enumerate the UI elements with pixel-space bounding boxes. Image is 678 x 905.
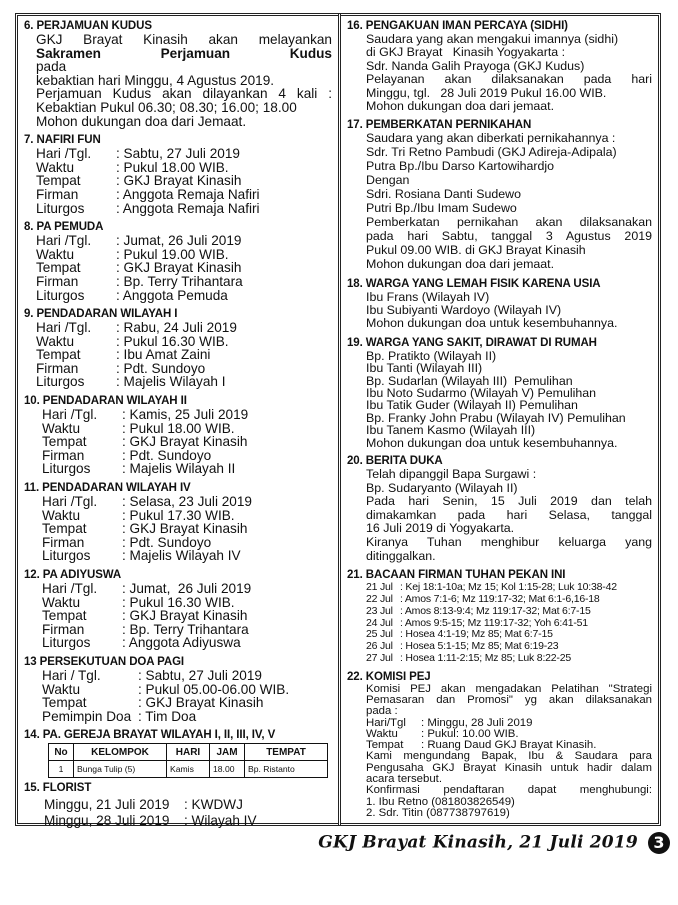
text-line: Mohon dukungan doa untuk kesembuhannya. bbox=[366, 316, 618, 331]
info-row bbox=[42, 435, 332, 449]
text-line: Kebaktian Pukul 06.30; 08.30; 16.00; 18.00 bbox=[36, 99, 297, 115]
reading-date: 23 Jul bbox=[366, 604, 393, 617]
section-title: 7. NAFIRI FUN bbox=[24, 134, 101, 147]
reading-date: 27 Jul bbox=[366, 651, 393, 664]
info-row bbox=[42, 636, 332, 650]
section-title: 13 PERSEKUTUAN DOA PAGI bbox=[24, 655, 185, 668]
text-line: Dengan bbox=[366, 173, 410, 188]
reading-text: : Hosea 1:11-2:15; Mz 85; Luk 8:22-25 bbox=[400, 651, 572, 664]
info-label: Liturgos bbox=[36, 287, 85, 303]
section-title: 22. KOMISI PEJ bbox=[347, 670, 431, 683]
table-header-row bbox=[49, 744, 328, 761]
info-row bbox=[44, 813, 332, 829]
info-label: Hari /Tgl. bbox=[42, 407, 98, 423]
info-label: Hari/Tgl bbox=[366, 716, 406, 729]
info-row bbox=[42, 536, 332, 550]
info-label: Firman bbox=[36, 186, 79, 202]
cell-jam: 18.00 bbox=[210, 761, 245, 778]
info-value: : GKJ Brayat Kinasih bbox=[116, 173, 242, 189]
section-title: 8. PA PEMUDA bbox=[24, 221, 104, 234]
info-row bbox=[42, 422, 332, 436]
section-title: 10. PENDADARAN WILAYAH II bbox=[24, 395, 187, 408]
info-row bbox=[36, 161, 332, 175]
section-title: 18. WARGA YANG LEMAH FISIK KARENA USIA bbox=[347, 277, 601, 290]
reading-text: : Amos 7:1-6; Mz 119:17-32; Mat 6:1-6,16-18 bbox=[400, 592, 600, 605]
text-line: Ibu Noto Sudarmo (Wilayah V) Pemulihan bbox=[366, 385, 597, 400]
section-pendadaran-wilayah-2 bbox=[24, 394, 332, 476]
info-row bbox=[42, 596, 332, 610]
section-pendadaran-wilayah-4 bbox=[24, 481, 332, 563]
text-line: Komisi PEJ akan mengadakan Pelatihan "Strategi bbox=[366, 682, 652, 695]
text-line: kebaktian hari Minggu, 4 Agustus 2019. bbox=[36, 72, 275, 88]
info-label: Tempat bbox=[42, 695, 87, 711]
info-label: Firman bbox=[42, 534, 85, 550]
section-title: 19. WARGA YANG SAKIT, DIRAWAT DI RUMAH bbox=[347, 336, 597, 349]
info-value: : Majelis Wilayah I bbox=[116, 374, 226, 390]
column-header-no: No bbox=[49, 744, 74, 761]
text-line: Perjamuan Kudus akan dilayankan 4 kali : bbox=[36, 86, 332, 102]
info-value: : Wilayah IV bbox=[184, 813, 257, 829]
column-header-jam: JAM bbox=[210, 744, 245, 761]
info-label: Tempat bbox=[42, 608, 87, 624]
text-line: pada : bbox=[366, 705, 398, 718]
info-value: : Majelis Wilayah II bbox=[122, 461, 236, 477]
info-row bbox=[42, 609, 332, 623]
text-line: Saudara yang akan mengakui imannya (sidhi) bbox=[366, 32, 619, 46]
info-value: : Pukul 05.00-06.00 WIB. bbox=[138, 681, 290, 697]
info-row bbox=[42, 696, 332, 710]
cell-tempat: Bp. Ristanto bbox=[245, 761, 328, 778]
text-line: Pemasaran dan Promosi" yg akan dilaksanakan bbox=[366, 694, 652, 706]
info-value: : Anggota Remaja Nafiri bbox=[116, 186, 260, 202]
bold-text: Sakramen Perjamuan Kudus bbox=[36, 45, 332, 61]
text-line: Sdr. Tri Retno Pambudi (GKJ Adireja-Adipala) bbox=[366, 145, 617, 160]
info-value: : GKJ Brayat Kinasih bbox=[122, 608, 248, 624]
text-line: Bp. Franky John Prabu (Wilayah IV) Pemulihan bbox=[366, 410, 626, 425]
pa-schedule-table bbox=[48, 743, 328, 778]
column-header-tempat: TEMPAT bbox=[245, 744, 328, 761]
reading-row bbox=[366, 653, 652, 665]
page-number-badge: 3 bbox=[648, 832, 670, 854]
info-value: : Anggota Adiyuswa bbox=[122, 635, 241, 651]
info-row bbox=[36, 188, 332, 202]
info-row bbox=[42, 582, 332, 596]
text-line: Telah dipanggil Bapa Surgawi : bbox=[366, 466, 537, 481]
text-line: Mohon dukungan doa dari jemaat. bbox=[366, 99, 555, 114]
info-label: Waktu bbox=[42, 507, 81, 523]
text-line: Pemberkatan pernikahan akan dilaksanakan bbox=[366, 214, 652, 229]
text-line: Bp. Pratikto (Wilayah II) bbox=[366, 348, 497, 363]
text-line: Pengusaha GKJ Brayat Kinasih untuk hadir dalam bbox=[366, 761, 652, 774]
section-komisi-pej bbox=[347, 670, 652, 820]
info-row bbox=[42, 669, 332, 683]
section-title: 15. FLORIST bbox=[24, 782, 92, 795]
info-row bbox=[36, 234, 332, 248]
column-header-kelompok: KELOMPOK bbox=[74, 744, 167, 761]
info-value: : Pdt. Sundoyo bbox=[116, 360, 206, 376]
reading-date: 26 Jul bbox=[366, 640, 393, 653]
text-line: Ibu Subiyanti Wardoyo (Wilayah IV) bbox=[366, 302, 562, 317]
info-label: Liturgos bbox=[42, 635, 91, 651]
text-line: Mohon dukungan doa dari Jemaat. bbox=[36, 113, 247, 129]
info-row bbox=[36, 147, 332, 161]
left-column-frame bbox=[15, 13, 341, 829]
info-label: Minggu, 21 Juli 2019 bbox=[44, 797, 170, 813]
info-value: : Pukul 16.30 WIB. bbox=[122, 594, 235, 610]
text-line: Putri Bp./Ibu Imam Sudewo bbox=[366, 200, 517, 215]
info-value: : GKJ Brayat Kinasih bbox=[138, 695, 264, 711]
text-line: Sdri. Rosiana Danti Sudewo bbox=[366, 187, 521, 202]
text-line: Ibu Frans (Wilayah IV) bbox=[366, 289, 490, 304]
section-title: 17. PEMBERKATAN PERNIKAHAN bbox=[347, 119, 532, 132]
section-perjamuan-kudus bbox=[24, 19, 332, 128]
info-value: : Pdt. Sundoyo bbox=[122, 534, 212, 550]
info-value: : GKJ Brayat Kinasih bbox=[122, 434, 248, 450]
cell-kelompok: Bunga Tulip (5) bbox=[74, 761, 167, 778]
section-warga-sakit bbox=[347, 336, 652, 449]
info-label: Hari /Tgl. bbox=[42, 494, 98, 510]
info-value: : Pdt. Sundoyo bbox=[122, 447, 212, 463]
section-title: 9. PENDADARAN WILAYAH I bbox=[24, 308, 178, 321]
info-value: : Anggota Remaja Nafiri bbox=[116, 200, 260, 216]
info-row bbox=[42, 462, 332, 476]
info-label: Liturgos bbox=[36, 374, 85, 390]
info-label: Tempat bbox=[366, 739, 404, 752]
text-line: Minggu, tgl. 28 Juli 2019 Pukul 16.00 WIB. bbox=[366, 85, 607, 100]
info-value: : Pukul 18.00 WIB. bbox=[116, 159, 229, 175]
info-label: Liturgos bbox=[42, 548, 91, 564]
text-line: Ibu Tatik Guder (Wilayah II) Pemulihan bbox=[366, 398, 578, 413]
reading-text: : Hosea 4:1-19; Mz 85; Mat 6:7-15 bbox=[400, 628, 553, 641]
info-value: : Sabtu, 27 Juli 2019 bbox=[138, 667, 262, 683]
info-row bbox=[36, 375, 332, 389]
text-line: Ibu Tanti (Wilayah III) bbox=[366, 361, 483, 376]
text-line: ditinggalkan. bbox=[366, 548, 436, 563]
info-label: Hari / Tgl. bbox=[42, 667, 101, 683]
text-line: Kami mengundang Bapak, Ibu & Saudara para bbox=[366, 750, 652, 763]
info-row bbox=[42, 522, 332, 536]
info-label: Pemimpin Doa bbox=[42, 708, 132, 724]
info-row bbox=[36, 248, 332, 262]
info-row bbox=[44, 797, 332, 813]
info-label: Tempat bbox=[42, 434, 87, 450]
section-pa-adiyuswa bbox=[24, 568, 332, 650]
info-value: : Bp. Terry Trihantara bbox=[116, 273, 243, 289]
reading-row bbox=[366, 606, 652, 618]
reading-text: : Hosea 5:1-15; Mz 85; Mat 6:19-23 bbox=[400, 640, 559, 653]
info-label: Waktu bbox=[42, 681, 81, 697]
info-value: : Tim Doa bbox=[138, 708, 197, 724]
info-label: Waktu bbox=[42, 420, 81, 436]
section-bacaan-firman bbox=[347, 568, 652, 665]
reading-date: 24 Jul bbox=[366, 616, 393, 629]
info-label: Firman bbox=[42, 447, 85, 463]
info-value: : Ruang Daud GKJ Brayat Kinasih. bbox=[421, 739, 597, 752]
text-line: Pada hari Senin, 15 Juli 2019 dan telah bbox=[366, 494, 652, 509]
section-pa-pemuda bbox=[24, 220, 332, 302]
info-label: Hari /Tgl. bbox=[36, 233, 92, 249]
info-value: : GKJ Brayat Kinasih bbox=[116, 260, 242, 276]
info-label: Hari /Tgl. bbox=[42, 581, 98, 596]
page-footer bbox=[300, 832, 670, 854]
right-column-frame bbox=[338, 13, 661, 826]
info-row bbox=[36, 335, 332, 349]
info-value: : Majelis Wilayah IV bbox=[122, 548, 241, 564]
info-row bbox=[36, 202, 332, 216]
info-value: : Selasa, 23 Juli 2019 bbox=[122, 494, 252, 510]
contact-line: 2. Sdr. Titin (087738797619) bbox=[366, 806, 510, 819]
info-value: : Rabu, 24 Juli 2019 bbox=[116, 320, 237, 336]
text-line: 16 Juli 2019 di Yogyakarta. bbox=[366, 521, 515, 536]
text-line: Pukul 09.00 WIB. di GKJ Brayat Kinasih bbox=[366, 242, 586, 257]
info-value: : GKJ Brayat Kinasih bbox=[122, 521, 248, 537]
text-line: Mohon dukungan doa untuk kesembuhannya. bbox=[366, 435, 618, 450]
section-persekutuan-doa-pagi bbox=[24, 655, 332, 723]
section-title: 21. BACAAN FIRMAN TUHAN PEKAN INI bbox=[347, 569, 566, 582]
section-nafiri-fun bbox=[24, 133, 332, 215]
section-title: 16. PENGAKUAN IMAN PERCAYA (SIDHI) bbox=[347, 20, 568, 32]
cell-no: 1 bbox=[49, 761, 74, 778]
info-label: Waktu bbox=[36, 159, 75, 175]
info-value: : Jumat, 26 Juli 2019 bbox=[116, 233, 242, 249]
info-value: : Jumat, 26 Juli 2019 bbox=[122, 581, 252, 596]
text-span: pada bbox=[36, 59, 67, 75]
text-line: acara tersebut. bbox=[366, 773, 442, 786]
text-line: Kiranya Tuhan menghibur keluarga yang bbox=[366, 534, 652, 549]
info-row bbox=[36, 275, 332, 289]
section-title: 14. PA. GEREJA BRAYAT WILAYAH I, II, III, IV, V bbox=[24, 729, 276, 742]
info-value: : Kamis, 25 Juli 2019 bbox=[122, 407, 249, 423]
info-value: : Ibu Amat Zaini bbox=[116, 347, 211, 363]
info-row bbox=[42, 710, 332, 724]
info-label: Hari /Tgl. bbox=[36, 146, 92, 162]
info-row bbox=[42, 549, 332, 563]
info-label: Firman bbox=[36, 273, 79, 289]
text-line: Konfirmasi pendaftaran dapat menghubungi: bbox=[366, 784, 652, 797]
text-line: Ibu Tanem Kasmo (Wilayah III) bbox=[366, 423, 536, 438]
text-line: Bp. Sudaryanto (Wilayah II) bbox=[366, 480, 518, 495]
text-line: Pelayanan akan dilaksanakan pada hari bbox=[366, 72, 652, 87]
text-line: Sdr. Nanda Galih Prayoga (GKJ Kudus) bbox=[366, 58, 585, 73]
column-header-hari: HARI bbox=[167, 744, 210, 761]
info-label: Firman bbox=[42, 621, 85, 637]
info-row bbox=[42, 495, 332, 509]
info-label: Waktu bbox=[366, 727, 398, 740]
text-line: pada hari Sabtu, tanggal 3 Agustus 2019 bbox=[366, 228, 652, 243]
info-row bbox=[36, 348, 332, 362]
info-label: Tempat bbox=[42, 521, 87, 537]
section-pa-gereja-brayat bbox=[24, 728, 332, 778]
info-value: : Pukul 17.30 WIB. bbox=[122, 507, 235, 523]
section-title: 12. PA ADIYUSWA bbox=[24, 569, 122, 581]
info-value: : Minggu, 28 Juli 2019 bbox=[421, 716, 533, 729]
section-pemberkatan-pernikahan bbox=[347, 118, 652, 271]
section-title: 20. BERITA DUKA bbox=[347, 454, 443, 467]
reading-date: 21 Jul bbox=[366, 581, 393, 594]
reading-date: 22 Jul bbox=[366, 592, 393, 605]
info-row bbox=[36, 289, 332, 303]
text-line: GKJ Brayat Kinasih akan melayankan bbox=[36, 32, 332, 47]
info-row bbox=[42, 623, 332, 637]
info-value: : Sabtu, 27 Juli 2019 bbox=[116, 146, 240, 162]
info-value: : Pukul 18.00 WIB. bbox=[122, 420, 235, 436]
reading-row bbox=[366, 594, 652, 606]
info-row bbox=[42, 683, 332, 697]
info-label: Waktu bbox=[42, 594, 81, 610]
info-row bbox=[36, 261, 332, 275]
text-line bbox=[36, 47, 332, 74]
contact-line: 1. Ibu Retno (081803826549) bbox=[366, 795, 515, 808]
info-row bbox=[36, 321, 332, 335]
info-row bbox=[42, 509, 332, 523]
info-value: : Pukul 16.30 WIB. bbox=[116, 333, 229, 349]
info-label: Waktu bbox=[36, 246, 75, 262]
section-florist bbox=[24, 781, 332, 829]
info-label: Liturgos bbox=[42, 461, 91, 477]
footer-text: GKJ Brayat Kinasih, 21 Juli 2019 bbox=[318, 832, 638, 853]
info-label: Hari /Tgl. bbox=[36, 320, 92, 336]
info-value: : Bp. Terry Trihantara bbox=[122, 621, 249, 637]
info-value: : Anggota Pemuda bbox=[116, 287, 228, 303]
info-value: : Pukul 19.00 WIB. bbox=[116, 246, 229, 262]
info-label: Firman bbox=[36, 360, 79, 376]
section-pendadaran-wilayah-1 bbox=[24, 307, 332, 389]
text-line: di GKJ Brayat Kinasih Yogyakarta : bbox=[366, 45, 566, 60]
section-title: 6. PERJAMUAN KUDUS bbox=[24, 20, 152, 32]
text-line: dimakamkan pada hari Selasa, tanggal bbox=[366, 507, 652, 522]
table-row bbox=[49, 761, 328, 778]
reading-text: : Kej 18:1-10a; Mz 15; Kol 1:15-28; Luk 10:38-42 bbox=[400, 581, 617, 594]
text-line: Saudara yang akan diberkati pernikahannya : bbox=[366, 131, 616, 146]
text-line: Mohon dukungan doa dari jemaat. bbox=[366, 256, 555, 271]
info-value: : KWDWJ bbox=[184, 797, 243, 813]
info-row bbox=[36, 362, 332, 376]
reading-date: 25 Jul bbox=[366, 628, 393, 641]
text-line: Putra Bp./Ibu Darso Kartowihardjo bbox=[366, 159, 555, 174]
section-warga-lemah-fisik bbox=[347, 277, 652, 331]
cell-hari: Kamis bbox=[167, 761, 210, 778]
section-berita-duka bbox=[347, 454, 652, 563]
text-line: Bp. Sudarlan (Wilayah III) Pemulihan bbox=[366, 373, 573, 388]
reading-text: : Amos 9:5-15; Mz 119:17-32; Yoh 6:41-51 bbox=[400, 616, 588, 629]
info-label: Tempat bbox=[36, 347, 81, 363]
info-row bbox=[36, 174, 332, 188]
info-label: Waktu bbox=[36, 333, 75, 349]
info-label: Minggu, 28 Juli 2019 bbox=[44, 813, 170, 829]
section-pengakuan-iman bbox=[347, 19, 652, 113]
info-label: Tempat bbox=[36, 173, 81, 189]
info-label: Tempat bbox=[36, 260, 81, 276]
info-row bbox=[42, 408, 332, 422]
reading-text: : Amos 8:13-9:4; Mz 119:17-32; Mat 6:7-15 bbox=[400, 604, 591, 617]
info-value: : Pukul: 10.00 WIB. bbox=[421, 727, 519, 740]
section-title: 11. PENDADARAN WILAYAH IV bbox=[24, 482, 191, 495]
info-label: Liturgos bbox=[36, 200, 85, 216]
info-row bbox=[42, 449, 332, 463]
